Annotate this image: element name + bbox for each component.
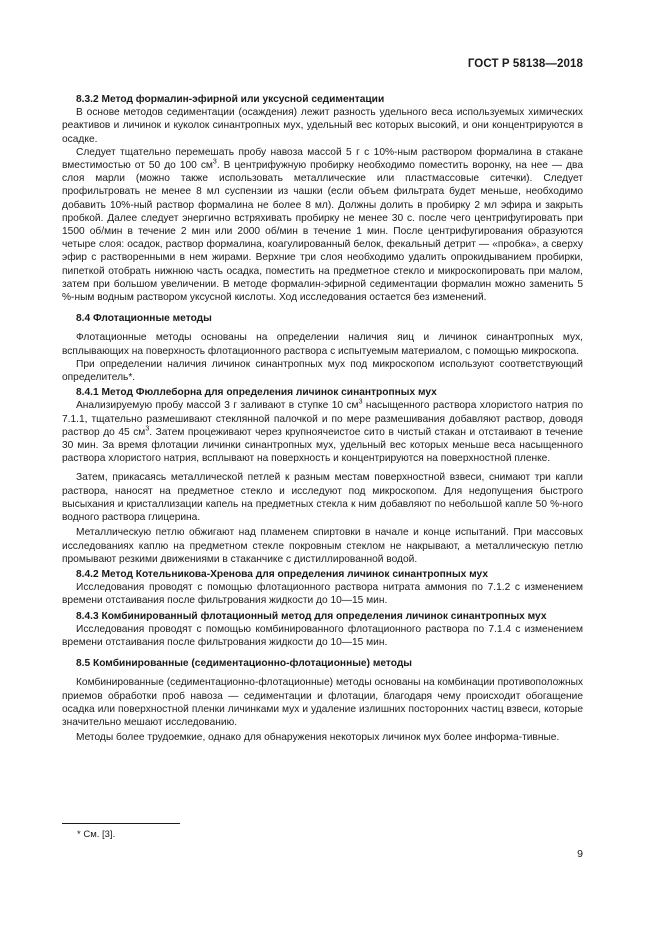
section-8-4-3-heading: 8.4.3 Комбинированный флотационный метод для определения личинок синантропных мух — [76, 610, 547, 622]
text-run: насыщенного раствора хлористого натрия по 7.1.1, тщательно размешивают стеклянной палочкой и по мере размешивания добавляют раствор, доводя раствор до 45 см — [62, 400, 583, 438]
section-8-5-heading: 8.5 Комбинированные (седиментационно-флотационные) методы — [76, 658, 412, 670]
superscript: 3 — [145, 425, 150, 433]
section-8-4-3-paragraph-1: Исследования проводят с помощью комбинированного флотационного раствора по 7.1.4 с изменением времени отстаивания после фильтрования жидкости до 10—15 мин. — [62, 623, 583, 648]
document-code-header: ГОСТ Р 58138—2018 — [467, 58, 583, 70]
section-8-4-1-heading: 8.4.1 Метод Фюллеборна для определения личинок синантропных мух — [76, 387, 437, 399]
section-8-4-paragraph-1: Флотационные методы основаны на определении наличия яиц и личинок синантропных мух, всплывающих на поверхность флотационного раствора с испытуемым материалом, с помощью микроскопа. — [62, 332, 583, 357]
text-run: . В центрифужную пробирку необходимо поместить воронку, на нее — два слоя марли (можно также использовать металлические или пластмассовые ситечки). Следует профильтровать не менее 8 мл суспензии из чашки (если объем фильтрата будет меньше, необходимо добавить 10%-ный раствор формалина не более 8 мл). Должны долить в пробирку 2 мл эфира и закрыть пробкой. Далее следует энергично встряхивать пробирку не менее 30 с. после чего центрифугировать при 1500 об/мин в течение 2 мин или 2000 об/мин в течение 1 мин. После центрифугирования образуются четыре слоя: осадок, раствор формалина, коагулированный белок, фекальный детрит — «пробка», а сверху эфир с растворенными в нем жирами. Верхние три слоя необходимо удалить опрокидыванием пробирки, пипеткой отобрать нижнюю часть осадка, поместить на предметное стекло и микроскопировать при малом, затем при большом увеличении. В методе формалин-эфирной седиментации формалин можно заменить 5 %-ным водным раствором уксусной кислоты. Ход исследования остается без изменений. — [62, 160, 583, 304]
document-body — [62, 93, 583, 744]
text-run: Анализируемую пробу массой 3 г заливают в ступке 10 см — [76, 400, 359, 412]
section-8-3-2-heading: 8.3.2 Метод формалин-эфирной или уксусной седиментации — [76, 94, 385, 105]
section-8-4-2-paragraph-1: Исследования проводят с помощью флотационного раствора нитрата аммония по 7.1.2 с изменением времени отстаивания после фильтрования жидкости до 10—15 мин. — [62, 582, 583, 607]
superscript: 3 — [358, 399, 363, 407]
section-8-5-paragraph-1: Комбинированные (седиментационно-флотационные) методы основаны на комбинации противоположных приемов обработки проб навоза — седиментации и флотации, благодаря чему происходит обогащение осадка или поверхностной пленки личинками мух и удаление излишних посторонних частиц взвеси, которые значительно мешают исследованию. — [62, 677, 583, 728]
section-8-3-2-paragraph-1: В основе методов седиментации (осаждения) лежит разность удельного веса используемых химических реактивов и личинок и куколок синантропных мух, удельный вес которых высокий, и они концентрируются в осадке. — [62, 107, 583, 145]
section-8-4-2-heading: 8.4.2 Метод Котельникова-Хренова для определения личинок синантропных мух — [76, 568, 489, 580]
section-8-4-1-paragraph-2: Затем, прикасаясь металлической петлей к разным местам поверхностной взвеси, снимают три капли раствора, наносят на предметное стекло и исследуют под микроскопом. Для недопущения быстрого высыхания и кристаллизации капель на предметных стекла к ним добавляют по небольшой капле 50 %-ного водного раствора глицерина. — [62, 472, 583, 524]
page-number: 9 — [577, 848, 583, 860]
section-8-4-1-paragraph-3: Металлическую петлю обжигают над пламенем спиртовки в начале и конце испытаний. При массовых исследованиях каплю на предметном стекле покровным стеклом не накрывают, а металлическую петлю промывают резкими движениями в стаканчике с дистиллированной водой. — [62, 527, 583, 565]
text-run: . Затем процеживают через крупноячеистое сито в чистый стакан и отстаивают в течение 30 мин. За время флотации личинки синантропных мух, удельный вес которых меньше веса насыщенного раствора хлористого натрия, всплывают на поверхность и концентрируются на поверхностной пленке. — [62, 426, 583, 465]
section-8-4-paragraph-2: При определении наличия личинок синантропных мух под микроскопом используют соответствующий определитель*. — [62, 358, 583, 384]
text-run: Следует тщательно перемешать пробу навоза массой 5 г с 10%-ным раствором формалина в стакане вместимостью от 50 до 100 см — [62, 146, 583, 172]
section-8-5-paragraph-2: Методы более трудоемкие, однако для обнаружения некоторых личинок мух более информа-тивные. — [76, 732, 560, 744]
section-8-4-1-paragraph-1 — [62, 399, 583, 465]
superscript: 3 — [212, 158, 217, 166]
footnote-divider — [62, 823, 180, 824]
section-8-3-2-paragraph-2 — [62, 146, 583, 304]
footnote: * См. [3]. — [77, 829, 116, 840]
section-8-4-heading: 8.4 Флотационные методы — [76, 313, 212, 325]
